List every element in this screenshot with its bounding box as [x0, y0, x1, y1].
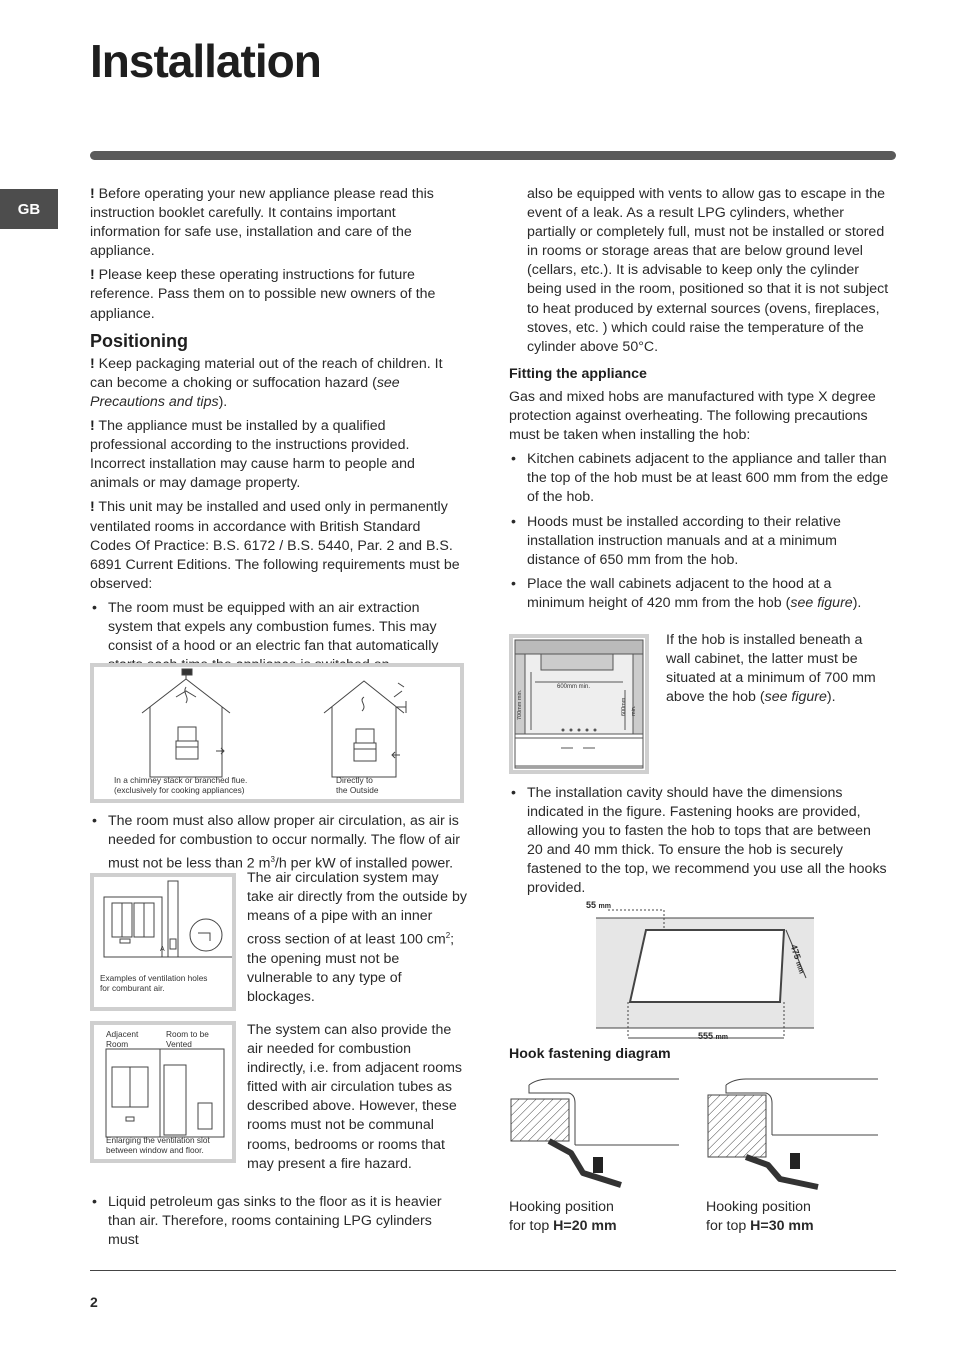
- heading-fitting: Fitting the appliance: [509, 365, 647, 382]
- figure-hook-30mm: [706, 1075, 878, 1193]
- figure-label-adjacent-room: Adjacent Room: [106, 1029, 139, 1049]
- adjacent-rooms-text: The system can also provide the air needed for combustion indirectly, i.e. from adjacent rooms fitted with air circulation tubes as described above. However, these rooms must not be communal rooms, bedrooms or rooms that may present a fire hazard.: [247, 1022, 462, 1172]
- bullet-air-extraction: • The room must be equipped with an air extraction system that expels any combustion fumes. This may consist of a hood or an electric fan that automatically: [90, 599, 465, 675]
- figure-caption-ventilation-slot: Enlarging the ventilation slot between window and floor.: [106, 1135, 210, 1155]
- paragraph-lpg-continued: also be equipped with vents to allow gas to escape in the event of a leak. As a result LPG cylinders, whether partially or completely full, must not be installed or stored in rooms or storage areas that are below ground level (cellars, etc.). It is advisable to keep only the cylinder being used in the room, positioned so that it is not subject to heat produced by external sources (ovens, fireplaces, stoves, etc. ) which could raise the temperature of the cylinder above 50°C.: [527, 186, 889, 355]
- figure-caption-outside: Directly to the Outside: [336, 775, 379, 795]
- paragraph-packaging: ! Keep packaging material out of the reach of children. It can become a choking or suffocation hazard (see Precautions and tips).: [90, 355, 443, 410]
- dim-555: 555 mm: [698, 1031, 728, 1041]
- bullet-kitchen-cabinets: • Kitchen cabinets adjacent to the appliance and taller than the top of the hob must be at least 600 mm from the edge of the hob.: [509, 450, 889, 507]
- figure-caption-ventilation-holes: Examples of ventilation holes for comburant air.: [100, 973, 208, 993]
- figure-hook-20mm: [509, 1075, 679, 1193]
- language-tab: GB: [0, 189, 58, 229]
- paragraph-qualified-professional: ! The appliance must be installed by a qualified professional according to the instructions provided. Incorrect installation may cause harm to people and animals or may damage property.: [90, 418, 415, 492]
- paragraph-keep-instructions: ! Please keep these operating instructions for future reference. Pass them on to possible new owners of the appliance.: [90, 267, 436, 322]
- bullet-hoods: • Hoods must be installed according to their relative installation instruction manuals and at a minimum distance of 650 mm from the hob.: [509, 513, 889, 570]
- figure-caption-chimney: In a chimney stack or branched flue. (exclusively for cooking appliances): [114, 775, 248, 795]
- dim-475: 475 mm: [788, 943, 805, 975]
- figure-label-room-vented: Room to be Vented: [166, 1029, 209, 1049]
- heading-hook-fastening: Hook fastening diagram: [509, 1046, 671, 1062]
- figure-ventilation-holes: [90, 873, 236, 1011]
- footer-rule: [90, 1270, 896, 1271]
- figure-label-600mm-vertical: 600mm min.: [621, 697, 637, 716]
- dim-55: 55 mm: [586, 900, 611, 910]
- page-number: 2: [90, 1294, 98, 1310]
- air-circulation-text: The air circulation system may take air directly from the outside by means of a pipe with an inner cross section of at least 100 $cm^2$; the opening must not be vulnerable to any type of blockages.: [247, 870, 468, 1006]
- figure-cavity-dimensions: [580, 898, 820, 1046]
- page-title: Installation: [90, 35, 321, 87]
- paragraph-read-booklet: ! Before operating your new appliance please read this instruction booklet carefully. It contains important information for safe use, installation and care of the appliance.: [90, 186, 434, 260]
- heading-positioning: Positioning: [90, 330, 188, 351]
- cabinet-height-text: If the hob is installed beneath a wall cabinet, the latter must be situated at a minimum of 700 mm above the hob (see figure).: [666, 632, 876, 706]
- bullet-installation-cavity: • The installation cavity should have the dimensions indicated in the figure. Fastening hooks are provided, allowing you to fasten the hob to tops that are between 20 and 40 mm thick. To ensure the hob is securely fastened to the top, we recommend you use all the hooks provided.: [509, 784, 889, 899]
- left-column-lpg: [90, 1193, 465, 1255]
- figure-label-a: A: [160, 946, 165, 953]
- left-column-intro: [90, 185, 465, 680]
- hook-caption-20: Hooking position for top H=20 mm: [509, 1199, 617, 1235]
- bullet-lpg: • Liquid petroleum gas sinks to the floor as it is heavier than air. Therefore, rooms containing LPG cylinders must: [90, 1193, 465, 1250]
- figure-extraction-houses: [90, 663, 464, 803]
- hook-caption-30: Hooking position for top H=30 mm: [706, 1199, 814, 1235]
- paragraph-fitting-intro: Gas and mixed hobs are manufactured with type X degree protection against overheating. The following precautions must be taken when installing the hob:: [509, 388, 876, 444]
- paragraph-ventilated-rooms: ! This unit may be installed and used only in permanently ventilated rooms in accordance with British Standard Codes Of Practice: B.S. 6172 / B.S. 5440, Par. 2 and B.S. 6891 Current Editions. The following requirements must be observed:: [90, 499, 460, 592]
- link-precautions: see Precautions and tips: [90, 374, 400, 410]
- figure-cabinet-heights: [509, 634, 649, 774]
- right-column-top: [509, 185, 889, 618]
- right-column-cavity: [509, 784, 889, 904]
- figure-label-700mm: 700mm min.: [517, 689, 523, 720]
- bullet-wall-cabinets: • Place the wall cabinets adjacent to the hood at a minimum height of 420 mm from the hob (see figure).: [509, 575, 889, 613]
- figure-label-600mm: 600mm min.: [557, 684, 591, 690]
- bullet-air-circulation: • The room must also allow proper air circulation, as air is needed for combustion to occur normally. The flow of air must not be less than 2 $m^3/h$ per kW of installed power.: [90, 812, 465, 874]
- title-rule: [90, 151, 896, 160]
- hook-heading-wrap: [509, 1045, 889, 1064]
- figure-adjacent-room: [90, 1021, 236, 1163]
